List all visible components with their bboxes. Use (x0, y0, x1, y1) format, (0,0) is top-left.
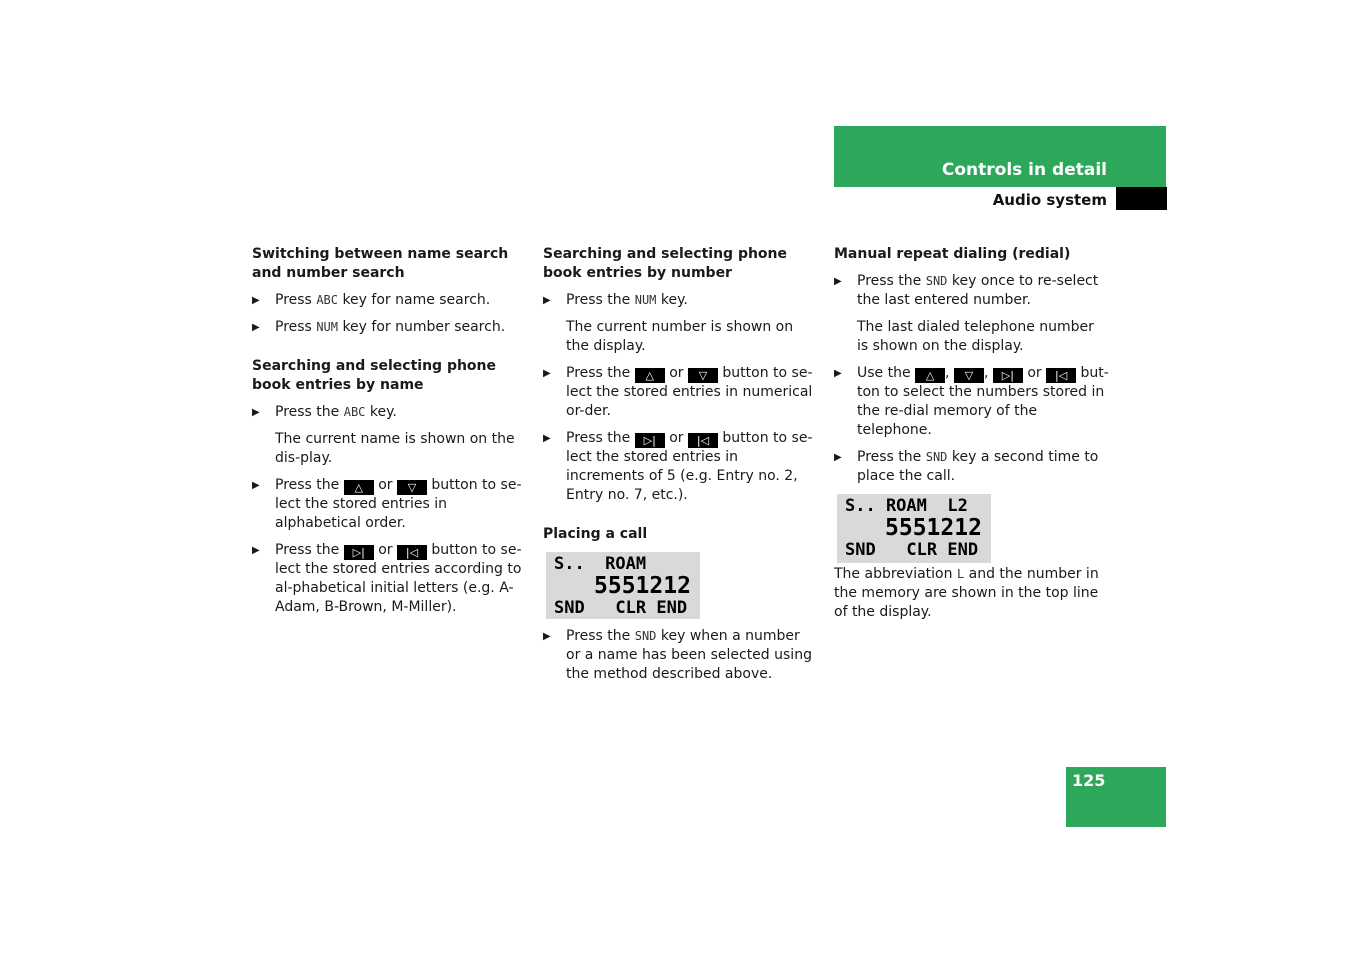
list-item: ▶ Press ABC key for name search. (252, 291, 527, 310)
down-triangle-icon: ▽ (688, 368, 718, 383)
abc-key-label: ABC (343, 405, 366, 419)
note-text: The last dialed telephone number is shown on the display. (857, 319, 1094, 354)
column-1 (252, 245, 527, 625)
skip-forward-icon: ▷| (344, 545, 374, 560)
skip-back-icon: |◁ (688, 433, 718, 448)
display-line-3: SND CLR END (845, 540, 979, 560)
skip-forward-icon: ▷| (993, 368, 1023, 383)
note-text: The current number is shown on the display. (566, 319, 794, 354)
list-item: ▶ Press the NUM key. (543, 291, 818, 310)
snd-key-label: SND (925, 274, 948, 288)
list-item: ▶ Press the SND key a second time to place the call. (834, 448, 1109, 486)
section-subtitle: Audio system (992, 191, 1107, 209)
display-line-1: S.. ROAM (554, 554, 647, 574)
num-key-label: NUM (634, 293, 657, 307)
l-abbreviation: L (956, 567, 965, 581)
snd-key-label: SND (925, 450, 948, 464)
heading-search-by-name: Searching and selecting phone book entries by name (252, 358, 497, 393)
skip-back-icon: |◁ (1046, 368, 1076, 383)
skip-back-icon: |◁ (397, 545, 427, 560)
list-item: ▶ Press the SND key once to re-select the last entered number. (834, 272, 1109, 310)
phone-display (837, 494, 991, 563)
list-item: ▶ Press the △ or ▽ button to se-lect the stored entries in numerical or-der. (543, 364, 818, 421)
heading-redial: Manual repeat dialing (redial) (834, 246, 1071, 262)
down-triangle-icon: ▽ (397, 480, 427, 495)
down-triangle-icon: ▽ (954, 368, 984, 383)
heading-placing-call: Placing a call (543, 526, 648, 542)
up-triangle-icon: △ (344, 480, 374, 495)
list-item: ▶ Press the SND key when a number or a name has been selected using the method described above. (543, 627, 818, 684)
phone-display (546, 552, 700, 619)
heading-name-number-switch: Switching between name search and number search (252, 246, 509, 281)
note-text: The current name is shown on the dis-play. (275, 431, 515, 466)
column-3 (834, 245, 1109, 622)
paragraph: The abbreviation L and the number in the memory are shown in the top line of the display. (834, 566, 1099, 620)
list-item: ▶ Use the △ , ▽ , ▷| or |◁ but-ton to select the numbers stored in the re-dial memory of the telephone. (834, 364, 1109, 440)
up-triangle-icon: △ (915, 368, 945, 383)
snd-key-label: SND (634, 629, 657, 643)
display-line-3: SND CLR END (554, 598, 688, 618)
page-number: 125 (1072, 771, 1106, 790)
display-line-1: S.. ROAM L2 (845, 496, 968, 516)
list-item: ▶ Press the ▷| or |◁ button to se-lect the stored entries according to al-phabetical initial letters (e.g. A-Adam, B-Brown, M-Miller). (252, 541, 527, 617)
display-number: 5551212 (885, 515, 982, 541)
display-number: 5551212 (594, 573, 691, 599)
section-title: Controls in detail (941, 160, 1107, 180)
list-item: ▶ Press the ▷| or |◁ button to se-lect the stored entries in increments of 5 (e.g. Entry no. 2, Entry no. 7, etc.). (543, 429, 818, 505)
abc-key-label: ABC (316, 293, 338, 307)
list-item: ▶ Press the ABC key. (252, 403, 527, 422)
heading-search-by-number: Searching and selecting phone book entries by number (543, 246, 788, 281)
column-2 (543, 245, 818, 692)
page-number-box (1066, 767, 1166, 827)
skip-forward-icon: ▷| (635, 433, 665, 448)
header-marker (1116, 187, 1167, 210)
num-key-label: NUM (316, 320, 338, 334)
up-triangle-icon: △ (635, 368, 665, 383)
list-item: ▶ Press NUM key for number search. (252, 318, 527, 337)
list-item: ▶ Press the △ or ▽ button to se-lect the stored entries in alphabetical order. (252, 476, 527, 533)
